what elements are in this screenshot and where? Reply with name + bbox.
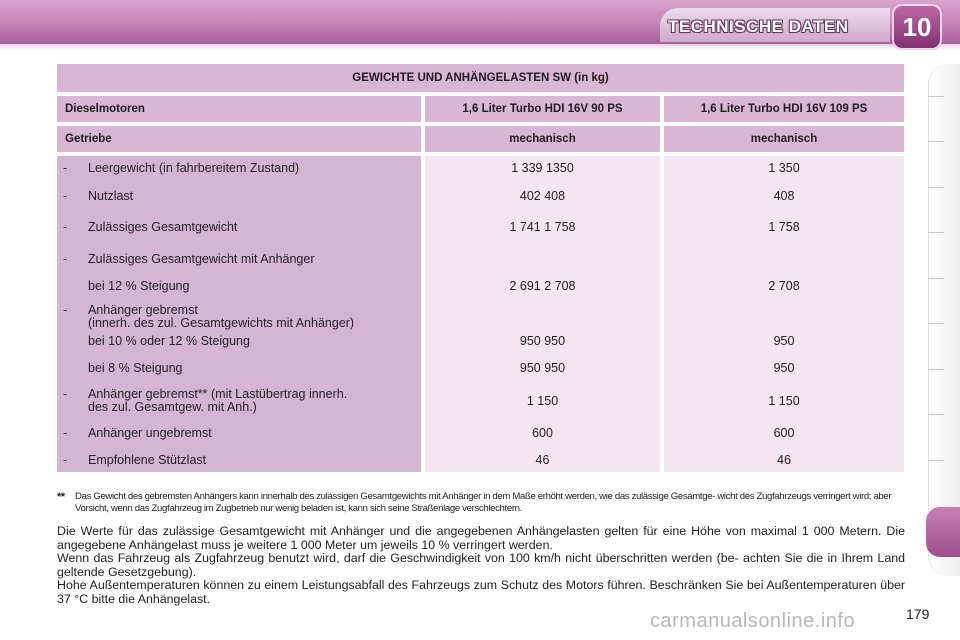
footnote-mark: ** xyxy=(57,491,65,503)
row-value-2: 408 xyxy=(773,189,795,203)
row-label: bei 10 % oder 12 % Steigung xyxy=(88,334,250,348)
row-value-1: 950 950 xyxy=(519,334,566,348)
row-label: bei 12 % Steigung xyxy=(88,279,190,293)
footnote-text: Das Gewicht des gebremsten Anhängers kann innerhalb des zulässigen Gesamtgewichts mit Anhänger in dem Maße erhöht werden, wie das zulässige Gesamtge- wicht des Zugfahrzeugs verringert wird; aber Vorsicht, wenn das Zugfahrzeug im Zugbetrieb nur wenig beladen ist, kann sich seine Straßenlage verschlechtern. xyxy=(75,491,892,514)
row-label: Zulässiges Gesamtgewicht mit Anhänger xyxy=(88,252,315,266)
row-dash: - xyxy=(63,453,68,467)
row-value-2: 2 708 xyxy=(768,279,800,293)
table-caption: GEWICHTE UND ANHÄNGELASTEN SW (in kg) xyxy=(57,64,904,92)
gearbox-col-1: mechanisch xyxy=(425,126,660,152)
paragraph-temperature: Hohe Außentemperaturen können zu einem Leistungsabfall des Fahrzeugs zum Schutz des Motors führen. Beschränken Sie bei Außentemperaturen über 37 °C bitte die Anhängelast. xyxy=(57,578,905,606)
row-dash: - xyxy=(63,161,68,175)
side-tab-active[interactable] xyxy=(926,507,960,557)
row-value-2: 1 350 xyxy=(768,161,800,175)
table-body-col-1 xyxy=(425,156,660,472)
row-value-1: 46 xyxy=(535,453,550,467)
row-dash: - xyxy=(63,387,68,401)
gearbox-row xyxy=(57,126,904,152)
row-label: Anhänger gebremst xyxy=(88,303,198,317)
side-tab-divider xyxy=(928,96,944,97)
body-text xyxy=(57,525,905,606)
row-dash: - xyxy=(63,426,68,440)
row-value-2: 1 758 xyxy=(768,220,800,234)
row-label: Leergewicht (in fahrbereitem Zustand) xyxy=(88,161,300,175)
engine-col-2: 1,6 Liter Turbo HDI 16V 109 PS xyxy=(664,96,904,122)
row-value-2: 1 150 xyxy=(768,394,800,408)
row-value-1: 1 339 1350 xyxy=(511,161,574,175)
row-value-2: 600 xyxy=(773,426,795,440)
row-value-1: 950 950 xyxy=(519,361,566,375)
row-value-2: 950 xyxy=(773,361,795,375)
page-title: TECHNISCHE DATEN xyxy=(668,17,849,36)
paragraph-speed: Wenn das Fahrzeug als Zugfahrzeug benutzt wird, darf die Geschwindigkeit von 100 km/h nicht überschritten werden (be- achten Sie die in Ihrem Land geltende Gesetzgebung). xyxy=(57,551,905,579)
page-number: 179 xyxy=(906,606,930,622)
side-tab-divider xyxy=(928,369,944,370)
gearbox-col-2: mechanisch xyxy=(664,126,904,152)
row-value-2: 46 xyxy=(777,453,791,467)
row-value-1: 1 741 1 758 xyxy=(509,220,576,234)
engine-col-1: 1,6 Liter Turbo HDI 16V 90 PS xyxy=(425,96,660,122)
row-label: bei 8 % Steigung xyxy=(88,361,183,375)
row-value-1: 600 xyxy=(532,426,553,440)
side-tab-divider xyxy=(928,187,944,188)
gearbox-label: Getriebe xyxy=(57,126,421,152)
chapter-badge: 10 xyxy=(892,4,942,50)
engine-row xyxy=(57,96,904,122)
row-label-line-2: des zul. Gesamtgew. mit Anh.) xyxy=(88,400,257,414)
side-tab-divider xyxy=(928,460,944,461)
engine-label: Dieselmotoren xyxy=(57,96,421,122)
row-value-1: 1 150 xyxy=(526,394,559,408)
side-tab-divider xyxy=(928,141,944,142)
side-tab-divider xyxy=(928,323,944,324)
paragraph-altitude: Die Werte für das zulässige Gesamtgewicht mit Anhänger und die angegebenen Anhängelasten gelten für eine Höhe von maximal 1 000 Metern. Die angegebene Anhängelast muss je weitere 1 000 Meter um jeweils 10 % verringert werden. xyxy=(57,524,905,552)
side-tab-divider xyxy=(928,414,944,415)
row-label-line-2: (innerh. des zul. Gesamtgewichts mit Anhänger) xyxy=(88,316,355,330)
row-label: Anhänger ungebremst xyxy=(88,426,212,440)
side-tab-divider xyxy=(928,278,944,279)
table-body-col-2 xyxy=(664,156,904,472)
row-label: Empfohlene Stützlast xyxy=(88,453,207,467)
row-dash: - xyxy=(63,189,68,203)
side-tab-divider xyxy=(928,232,944,233)
row-label: Nutzlast xyxy=(88,189,134,203)
row-dash: - xyxy=(63,303,68,317)
row-value-1: 402 408 xyxy=(519,189,566,203)
row-dash: - xyxy=(63,252,68,266)
row-value-1: 2 691 2 708 xyxy=(509,279,576,293)
row-value-2: 950 xyxy=(773,334,795,348)
row-label: Anhänger gebremst** (mit Lastübertrag innerh. xyxy=(88,387,348,401)
header-fade xyxy=(0,44,960,50)
row-label: Zulässiges Gesamtgewicht xyxy=(88,220,238,234)
watermark: carmanualsonline.info xyxy=(650,610,856,632)
row-dash: - xyxy=(63,220,68,234)
